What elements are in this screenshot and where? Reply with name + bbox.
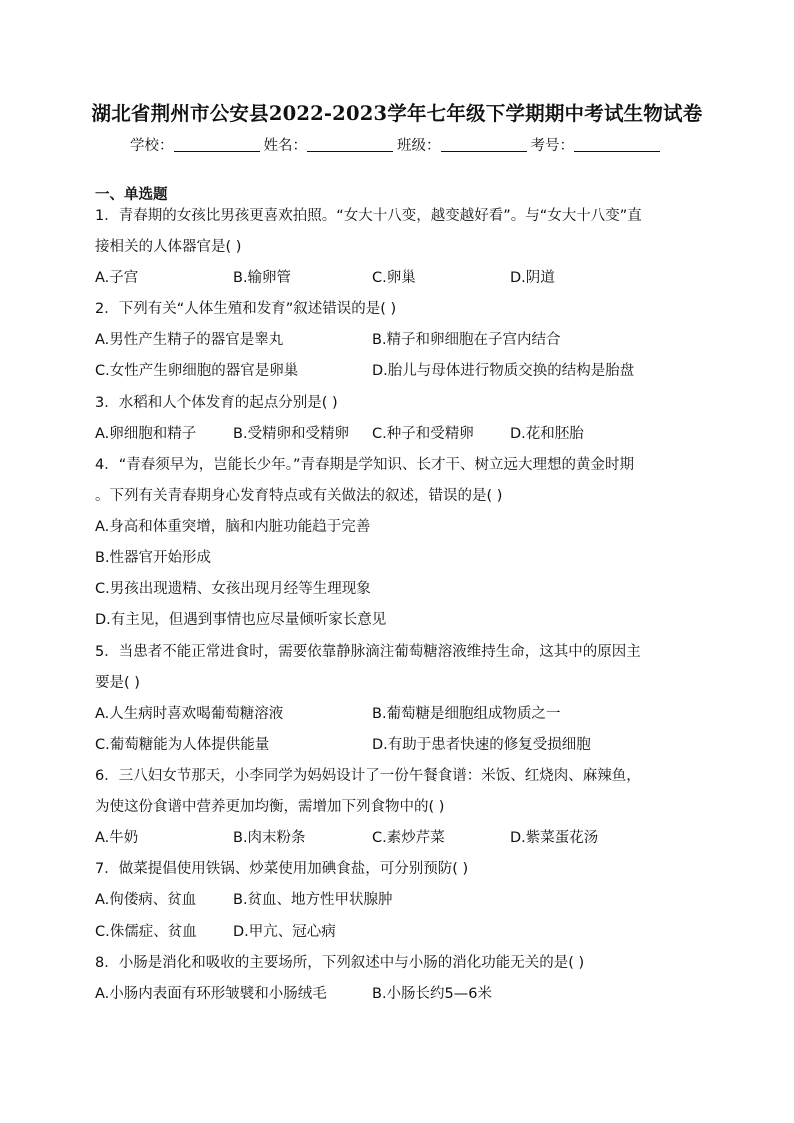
school-label: 学校： — [130, 138, 174, 154]
question-4-line-1: 4．“青春须早为，岂能长少年。”青春期是学知识、长才干、树立远大理想的黄金时期 — [95, 457, 634, 473]
question-7-option-b: B.贫血、地方性甲状腺肿 — [233, 892, 393, 908]
question-4-option-a: A.身高和体重突增，脑和内脏功能趋于完善 — [95, 519, 371, 535]
question-5-option-d: D.有助于患者快速的修复受损细胞 — [372, 737, 591, 753]
question-6-line-2: 为使这份食谱中营养更加均衡，需增加下列食物中的( ) — [95, 799, 445, 815]
number-label: 考号： — [530, 138, 574, 154]
question-3-line-1: 3．水稻和人个体发育的起点分别是( ) — [95, 395, 338, 411]
question-3-option-a: A.卵细胞和精子 — [95, 426, 197, 442]
question-1-option-a: A.子宫 — [95, 270, 139, 286]
question-4-option-d: D.有主见，但遇到事情也应尽量倾听家长意见 — [95, 612, 387, 628]
question-3-option-c: C.种子和受精卵 — [372, 426, 474, 442]
question-3-option-d: D.花和胚胎 — [510, 426, 584, 442]
question-7-option-c: C.侏儒症、贫血 — [95, 924, 197, 940]
question-6-option-b: B.肉末粉条 — [233, 830, 306, 846]
question-3-option-b: B.受精卵和受精卵 — [233, 426, 350, 442]
question-1-line-1: 1．青春期的女孩比男孩更喜欢拍照。“女大十八变，越变越好看”。与“女大十八变”直 — [95, 208, 642, 224]
question-1-option-d: D.阴道 — [510, 270, 555, 286]
section-title: 一、单选题 — [95, 187, 168, 203]
question-2-option-b: B.精子和卵细胞在子宫内结合 — [372, 332, 561, 348]
question-5-option-a: A.人生病时喜欢喝葡萄糖溶液 — [95, 706, 284, 722]
question-4-option-b: B.性器官开始形成 — [95, 550, 212, 566]
question-5-line-2: 要是( ) — [95, 675, 140, 691]
question-2-option-d: D.胎儿与母体进行物质交换的结构是胎盘 — [372, 363, 635, 379]
question-6-line-1: 6．三八妇女节那天，小李同学为妈妈设计了一份午餐食谱：米饭、红烧肉、麻辣鱼， — [95, 768, 641, 784]
question-2-option-a: A.男性产生精子的器官是睾丸 — [95, 332, 284, 348]
question-7-option-d: D.甲亢、冠心病 — [233, 924, 336, 940]
question-5-option-c: C.葡萄糖能为人体提供能量 — [95, 737, 270, 753]
question-7-line-1: 7．做菜提倡使用铁锅、炒菜使用加碘食盐，可分别预防( ) — [95, 861, 469, 877]
question-7-option-a: A.佝偻病、贫血 — [95, 892, 197, 908]
class-label: 班级： — [397, 138, 441, 154]
question-2-line-1: 2．下列有关“人体生殖和发育”叙述错误的是( ) — [95, 301, 397, 317]
class-blank — [441, 137, 527, 152]
question-1-option-c: C.卵巢 — [372, 270, 416, 286]
name-label: 姓名： — [263, 138, 307, 154]
question-5-option-b: B.葡萄糖是细胞组成物质之一 — [372, 706, 561, 722]
question-6-option-a: A.牛奶 — [95, 830, 139, 846]
number-blank — [574, 137, 660, 152]
student-info-row — [0, 134, 794, 155]
question-8-line-1: 8．小肠是消化和吸收的主要场所，下列叙述中与小肠的消化功能无关的是( ) — [95, 955, 585, 971]
question-6-option-d: D.紫菜蛋花汤 — [510, 830, 599, 846]
question-8-option-a: A.小肠内表面有环形皱襞和小肠绒毛 — [95, 986, 327, 1002]
exam-title: 湖北省荆州市公安县2022-2023学年七年级下学期期中考试生物试卷 — [91, 102, 703, 125]
question-8-option-b: B.小肠长约5—6米 — [372, 986, 493, 1002]
question-4-line-2: 。下列有关青春期身心发育特点或有关做法的叙述，错误的是( ) — [95, 488, 503, 504]
question-1-option-b: B.输卵管 — [233, 270, 292, 286]
question-4-option-c: C.男孩出现遗精、女孩出现月经等生理现象 — [95, 581, 371, 597]
question-5-line-1: 5．当患者不能正常进食时，需要依靠静脉滴注葡萄糖溶液维持生命，这其中的原因主 — [95, 644, 641, 660]
name-blank — [307, 137, 393, 152]
question-6-option-c: C.素炒芹菜 — [372, 830, 445, 846]
question-1-line-2: 接相关的人体器官是( ) — [95, 239, 242, 255]
question-2-option-c: C.女性产生卵细胞的器官是卵巢 — [95, 363, 299, 379]
school-blank — [174, 137, 260, 152]
